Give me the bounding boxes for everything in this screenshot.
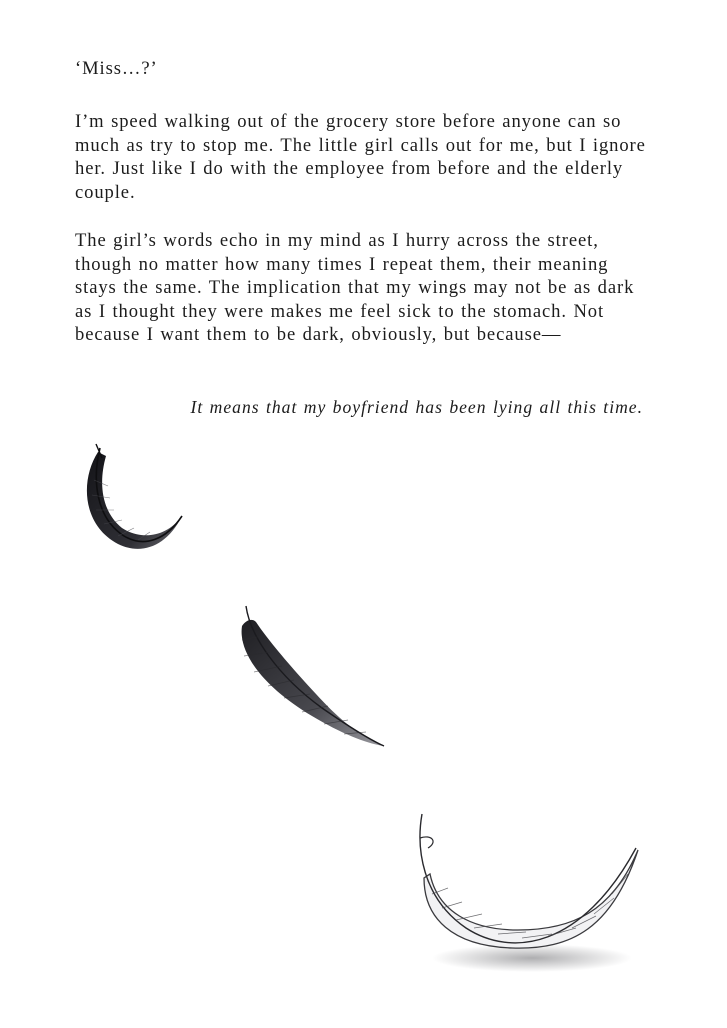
italic-closing-line: It means that my boyfriend has been lying all this time. [190, 397, 643, 417]
light-feather-icon [402, 808, 648, 978]
paragraph-1: I’m speed walking out of the grocery store before anyone can so much as try to stop me. The little girl calls out for me, but I ignore her. Just like I do with the employee from before and the elderly couple. [75, 111, 646, 203]
dialogue-line: ‘Miss…?’ [75, 58, 158, 79]
grey-feather-icon [232, 596, 392, 756]
dark-feather-icon [78, 440, 188, 560]
paragraph-2: The girl’s words echo in my mind as I hurry across the street, though no matter how many times I repeat them, their meaning stays the same. The implication that my wings may not be as dark as I thought they were makes me feel sick to the stomach. Not because I want them to be dark, obviously, but because— [75, 230, 635, 346]
